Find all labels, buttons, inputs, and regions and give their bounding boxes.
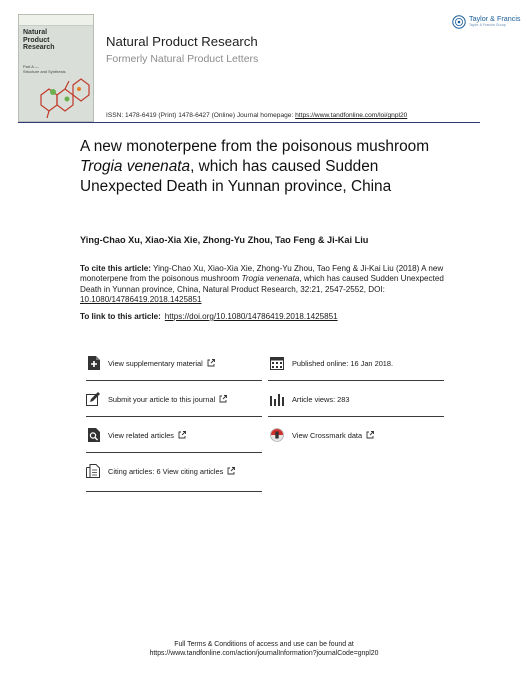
pencil-document-icon [86,392,100,406]
cover-molecule-image [33,75,93,119]
journal-title[interactable]: Natural Product Research [106,34,258,49]
article-link-line [80,312,338,321]
article-views-info [270,386,350,412]
document-search-icon [86,428,100,442]
citation-text: , which has caused Sudden Unexpected Death in Yunnan province, China, Natural Product Research, 32:21, 2547-2552, DOI: [80,274,444,294]
external-link-icon [219,395,227,403]
grid-divider [86,452,262,453]
header-divider [18,122,480,123]
article-title-species: Trogia venenata [80,158,191,175]
related-articles-label: View related articles [108,430,174,440]
supplementary-material-button[interactable] [86,350,215,376]
published-online-label: Published online: 16 Jan 2018. [292,358,394,368]
external-link-icon [207,359,215,367]
citing-articles-label: Citing articles: 6 View citing articles [108,466,224,476]
calendar-icon [270,356,284,370]
published-online-info [270,350,393,376]
grid-divider [86,416,262,417]
publisher-logo-icon [452,15,466,29]
crossmark-label: View Crossmark data [292,430,363,440]
footer [0,640,528,658]
citation-label: To cite this article: [80,264,151,273]
cover-title-line: Research [23,44,55,51]
issn-text: ISSN: 1478-6419 (Print) 1478-6427 (Online) Journal homepage: [106,112,296,119]
journal-homepage-link[interactable]: https://www.tandfonline.com/loi/gnpl20 [295,112,408,119]
article-views-label: Article views: 283 [292,394,350,404]
external-link-icon [178,431,186,439]
article-authors: Ying-Chao Xu, Xiao-Xia Xie, Zhong-Yu Zhou, Tao Feng & Ji-Kai Liu [80,235,369,245]
document-plus-icon [86,356,100,370]
publisher-logo[interactable] [452,13,520,31]
external-link-icon [366,431,374,439]
article-title-text: , which has caused Sudden Unexpected Death in Yunnan province, China [80,158,392,195]
grid-divider [86,491,262,492]
citation-doi-link[interactable]: 10.1080/14786419.2018.1425851 [80,295,202,305]
cover-title [23,29,93,52]
documents-icon [86,464,100,478]
submit-article-label: Submit your article to this journal [108,394,216,404]
grid-divider [86,380,262,381]
cover-title-line: Natural [23,29,48,36]
external-link-icon [227,467,235,475]
citation-text: Ying-Chao Xu, Xiao-Xia Xie, Zhong-Yu Zhou, Tao Feng & Ji-Kai Liu (2018) A new monoterpene from the poisonous mushroom [80,264,444,284]
footer-terms-link[interactable]: https://www.tandfonline.com/action/journalInformation?journalCode=gnpl20 [149,650,379,657]
crossmark-button[interactable] [270,422,374,448]
supplementary-label: View supplementary material [108,358,203,368]
cover-subtitle-line: Structure and Synthesis [23,69,66,74]
grid-divider [268,380,444,381]
grid-divider [268,416,444,417]
article-title-text: A new monoterpene from the poisonous mushroom [80,138,430,155]
issn-line [106,112,407,119]
submit-article-button[interactable] [86,386,227,412]
journal-cover [18,14,94,122]
article-doi-link[interactable]: https://doi.org/10.1080/14786419.2018.1425851 [164,312,338,321]
cover-header-strip [19,15,93,26]
citation-species: Trogia venenata [241,274,300,284]
cover-title-line: Product [23,36,50,44]
article-title [80,137,450,197]
article-link-label: To link to this article: [80,312,161,321]
crossmark-icon [270,428,284,442]
related-articles-button[interactable] [86,422,186,448]
citing-articles-button[interactable] [86,458,235,484]
publisher-tagline: Taylor & Francis Group [469,23,506,27]
publisher-name: Taylor & Francis [469,14,521,23]
citation-block [80,264,460,306]
footer-terms-text: Full Terms & Conditions of access and use can be found at [174,641,354,648]
journal-subtitle: Formerly Natural Product Letters [106,53,259,65]
cover-subtitle-line: Part A — [23,64,39,69]
cover-subtitle [23,64,65,74]
bar-chart-icon [270,392,284,406]
